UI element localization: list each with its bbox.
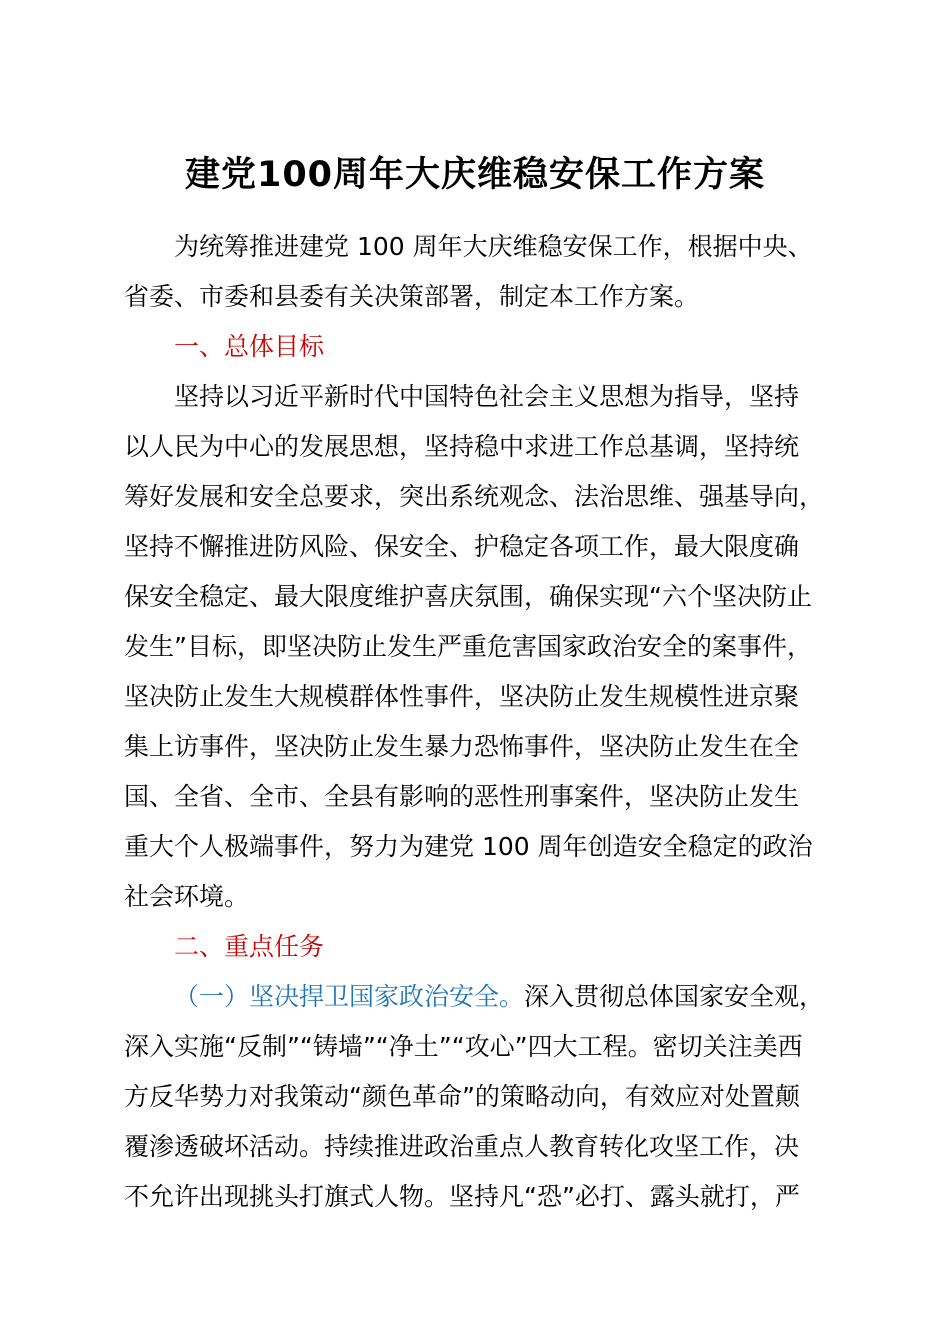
paragraph-line: 以人民为中心的发展思想，坚持稳中求进工作总基调，坚持统 [124,432,800,461]
paragraph-line: 保安全稳定、最大限度维护喜庆氛围，确保实现“六个坚决防止 [124,582,812,611]
paragraph-line: 覆渗透破坏活动。持续推进政治重点人教育转化攻坚工作，决 [124,1132,800,1161]
paragraph-line: 筹好发展和安全总要求，突出系统观念、法治思维、强基导向， [124,482,825,511]
paragraph-line: 坚持以习近平新时代中国特色社会主义思想为指导，坚持 [174,382,800,411]
paragraph-line: 发生”目标，即坚决防止发生严重危害国家政治安全的案事件， [124,632,812,661]
intro-line: 为统筹推进建党 100 周年大庆维稳安保工作，根据中央、 [174,232,813,261]
task-item-heading: （一）坚决捍卫国家政治安全。 [174,982,525,1011]
paragraph-line: 方反华势力对我策动“颜色革命”的策略动向，有效应对处置颠 [124,1082,800,1111]
intro-line: 省委、市委和县委有关决策部署，制定本工作方案。 [124,282,700,311]
document-title: 建党100周年大庆维稳安保工作方案 [184,155,766,195]
paragraph-line: 深入实施“反制”“铸墙”“净土”“攻心”四大工程。密切关注美西 [124,1032,803,1061]
paragraph-line: 国、全省、全市、全县有影响的恶性刑事案件，坚决防止发生 [124,782,800,811]
paragraph-line: 坚持不懈推进防风险、保安全、护稳定各项工作，最大限度确 [124,532,800,561]
section-heading-overall-goal: 一、总体目标 [174,332,325,361]
paragraph-line: 集上访事件，坚决防止发生暴力恐怖事件，坚决防止发生在全 [124,732,800,761]
document-body [124,222,844,1222]
paragraph-line: 坚决防止发生大规模群体性事件，坚决防止发生规模性进京聚 [124,682,800,711]
task-item-text: 深入贯彻总体国家安全观， [524,982,825,1011]
section-heading-key-tasks: 二、重点任务 [174,932,325,961]
paragraph-line: 不允许出现挑头打旗式人物。坚持凡“恐”必打、露头就打，严 [124,1182,800,1211]
task-item-first-line [124,972,844,1022]
paragraph-line: 社会环境。 [124,882,250,911]
paragraph-line: 重大个人极端事件，努力为建党 100 周年创造安全稳定的政治 [124,832,813,861]
